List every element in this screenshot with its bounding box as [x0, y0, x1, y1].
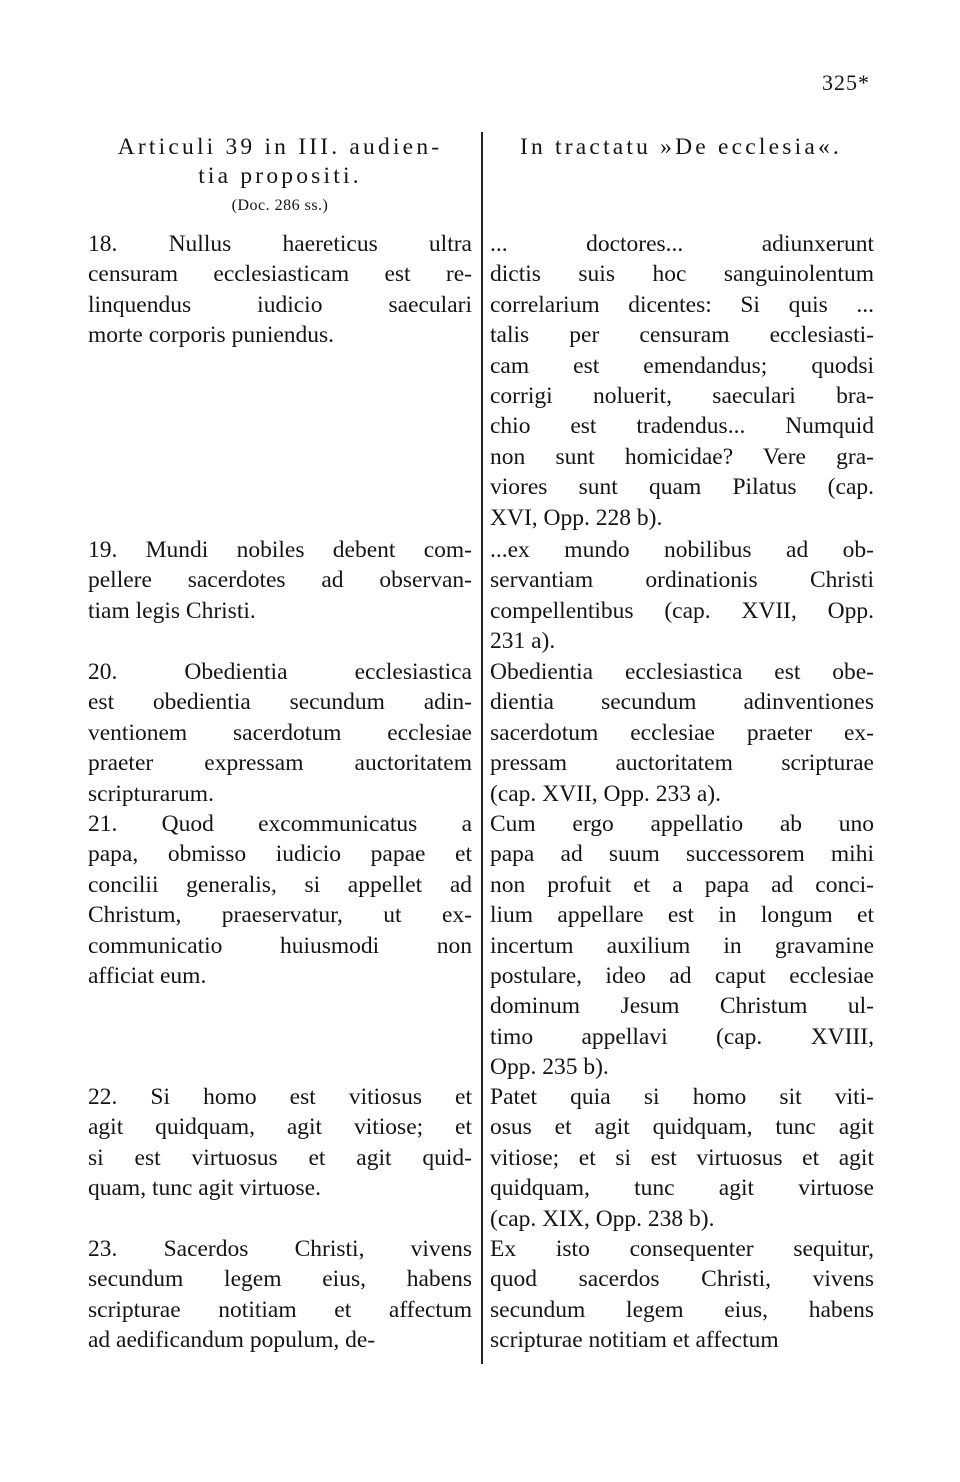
left-paragraph-line: Christum, praeservatur, ut ex- [88, 902, 472, 929]
left-paragraph-line: scripturarum. [88, 780, 214, 807]
right-paragraph-line: sacerdotum ecclesiae praeter ex- [490, 719, 874, 746]
left-paragraph-line: praeter expressam auctoritatem [88, 750, 472, 777]
right-paragraph-line: dientia secundum adinventiones [490, 689, 874, 716]
left-paragraph-line: tiam legis Christi. [88, 597, 256, 624]
right-paragraph-line: cam est emendandus; quodsi [490, 352, 874, 379]
right-paragraph-line: papa ad suum successorem mihi [490, 841, 874, 868]
left-paragraph-line: linquendus iudicio saeculari [88, 291, 472, 318]
right-paragraph-line: osus et agit quidquam, tunc agit [490, 1114, 874, 1141]
right-paragraph-line: Cum ergo appellatio ab uno [490, 811, 874, 837]
right-paragraph-line: Ex isto consequenter sequitur, [490, 1236, 874, 1262]
right-paragraph [490, 1234, 874, 1356]
left-paragraph-line: concilii generalis, si appellet ad [88, 871, 472, 898]
left-paragraph-line: communicatio huiusmodi non [88, 932, 472, 959]
right-paragraph-line: quod sacerdos Christi, vivens [490, 1266, 874, 1293]
right-paragraph-line: non sunt homicidae? Vere gra- [490, 443, 874, 470]
left-paragraph [88, 809, 472, 991]
right-paragraph-line: XVI, Opp. 228 b). [490, 504, 663, 531]
left-paragraph [88, 229, 472, 351]
left-paragraph-line: 21. Quod excommunicatus a [88, 811, 472, 837]
left-paragraph-line: morte corporis puniendus. [88, 322, 335, 349]
left-paragraph-line: 20. Obedientia ecclesiastica [88, 659, 472, 685]
left-paragraph-line: ventionem sacerdotum ecclesiae [88, 719, 472, 746]
left-paragraph-line: 19. Mundi nobiles debent com- [88, 537, 472, 563]
left-paragraph-line: quam, tunc agit virtuose. [88, 1175, 321, 1202]
right-paragraph-line: dominum Jesum Christum ul- [490, 993, 874, 1020]
right-paragraph-line: non profuit et a papa ad conci- [490, 871, 874, 898]
page-number: 325* [822, 70, 870, 95]
left-paragraph-line: 18. Nullus haereticus ultra [88, 231, 472, 257]
right-paragraph-line: corrigi noluerit, saeculari bra- [490, 383, 874, 410]
right-paragraph-line: vitiose; et si est virtuosus et agit [490, 1144, 874, 1171]
right-paragraph-line: incertum auxilium in gravamine [490, 932, 874, 959]
left-heading-line-2: tia propositi. [198, 163, 362, 189]
left-paragraph [88, 657, 472, 809]
left-paragraph [88, 1082, 472, 1204]
right-paragraph-line: 231 a). [490, 628, 556, 655]
right-paragraph-line: timo appellavi (cap. XVIII, [490, 1023, 874, 1050]
right-paragraph-line: servantiam ordinationis Christi [490, 567, 874, 594]
left-paragraph-line: 22. Si homo est vitiosus et [88, 1084, 472, 1110]
right-paragraph-line: ...ex mundo nobilibus ad ob- [490, 537, 874, 563]
left-paragraph-line: scripturae notitiam et affectum [88, 1296, 472, 1323]
right-paragraph-line: viores sunt quam Pilatus (cap. [490, 474, 874, 501]
left-paragraph-line: ad aedificandum populum, de- [88, 1327, 376, 1354]
right-paragraph-line: compellentibus (cap. XVII, Opp. [490, 597, 874, 624]
right-paragraph-line: ... doctores... adiunxerunt [490, 231, 874, 257]
right-paragraph [490, 809, 874, 1083]
column-divider [481, 132, 483, 1364]
right-paragraph-line: lium appellare est in longum et [490, 902, 874, 929]
left-paragraph-line: si est virtuosus et agit quid- [88, 1144, 472, 1171]
left-paragraph-line: secundum legem eius, habens [88, 1266, 472, 1293]
left-paragraph-line: est obedientia secundum adin- [88, 689, 472, 716]
right-paragraph [490, 657, 874, 809]
left-paragraph-line: 23. Sacerdos Christi, vivens [88, 1236, 472, 1262]
right-paragraph-line: quidquam, tunc agit virtuose [490, 1175, 874, 1202]
left-paragraph-line: pellere sacerdotes ad observan- [88, 567, 472, 594]
left-paragraph-line: afficiat eum. [88, 963, 207, 990]
right-column-heading: In tractatu »De ecclesia«. [520, 134, 842, 160]
right-paragraph-line: Patet quia si homo sit viti- [490, 1084, 874, 1110]
left-heading-doc-reference: (Doc. 286 ss.) [231, 197, 329, 214]
right-paragraph-line: Obedientia ecclesiastica est obe- [490, 659, 874, 685]
left-column-heading [88, 133, 472, 217]
right-paragraph-line: secundum legem eius, habens [490, 1296, 874, 1323]
right-paragraph-line: (cap. XIX, Opp. 238 b). [490, 1205, 715, 1232]
right-paragraph [490, 535, 874, 657]
left-paragraph [88, 1234, 472, 1356]
left-heading-line-1: Articuli 39 in III. audien- [117, 134, 443, 160]
right-paragraph [490, 229, 874, 533]
right-paragraph-line: chio est tradendus... Numquid [490, 413, 874, 440]
left-paragraph-line: papa, obmisso iudicio papae et [88, 841, 472, 868]
right-paragraph-line: scripturae notitiam et affectum [490, 1327, 779, 1354]
right-paragraph-line: (cap. XVII, Opp. 233 a). [490, 780, 722, 807]
right-paragraph-line: talis per censuram ecclesiasti- [490, 322, 874, 349]
right-paragraph-line: Opp. 235 b). [490, 1054, 609, 1081]
right-paragraph-line: postulare, ideo ad caput ecclesiae [490, 963, 874, 990]
right-paragraph-line: correlarium dicentes: Si quis ... [490, 291, 874, 318]
left-paragraph-line: censuram ecclesiasticam est re- [88, 261, 472, 288]
left-paragraph [88, 535, 472, 626]
right-paragraph-line: dictis suis hoc sanguinolentum [490, 261, 874, 288]
left-paragraph-line: agit quidquam, agit vitiose; et [88, 1114, 472, 1141]
right-paragraph-line: pressam auctoritatem scripturae [490, 750, 874, 777]
right-paragraph [490, 1082, 874, 1234]
